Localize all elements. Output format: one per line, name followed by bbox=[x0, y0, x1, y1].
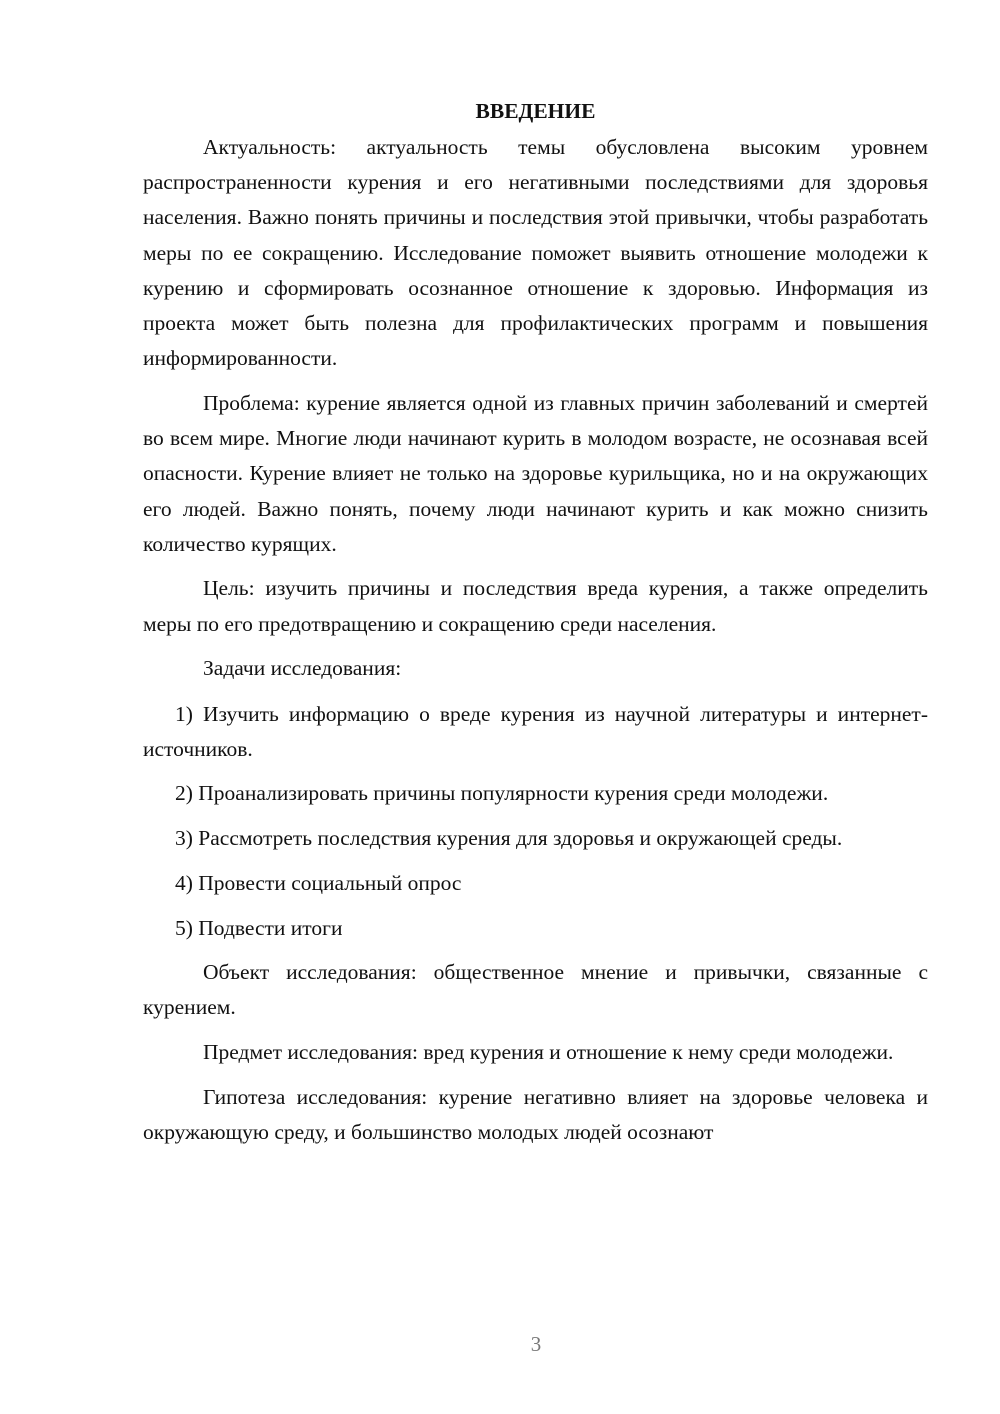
paragraph-relevance: Актуальность: актуальность темы обусловлена высоким уровнем распространенности курения и его негативными последствиями для здоровья населения. Важно понять причины и последствия этой привычки, чтобы разработать меры по ее сокращению. Исследование поможет выявить отношение молодежи к курению и сформировать осознанное отношение к здоровью. Информация из проекта может быть полезна для профилактических программ и повышения информированности. bbox=[143, 135, 928, 371]
task-item-4: 4) Провести социальный опрос bbox=[175, 870, 462, 895]
tasks-label: Задачи исследования: bbox=[203, 656, 402, 681]
task-item-2: 2) Проанализировать причины популярности курения среди молодежи. bbox=[175, 781, 829, 806]
paragraph-problem: Проблема: курение является одной из главных причин заболеваний и смертей во всем мире. Многие люди начинают курить в молодом возрасте, не осознавая всей опасности. Курение влияет не только на здоровье курильщика, но и на окружающих его людей. Важно понять, почему люди начинают курить и как можно снизить количество курящих. bbox=[143, 390, 928, 556]
paragraph-goal: Цель: изучить причины и последствия вреда курения, а также определить меры по его предотвращению и сокращению среди населения. bbox=[143, 576, 928, 636]
page-number: 3 bbox=[530, 1332, 542, 1356]
paragraph-hypothesis: Гипотеза исследования: курение негативно влияет на здоровье человека и окружающую среду, и большинство молодых людей осознают bbox=[143, 1084, 928, 1145]
page-content bbox=[143, 92, 928, 1160]
paragraph-subject: Предмет исследования: вред курения и отношение к нему среди молодежи. bbox=[203, 1040, 894, 1065]
task-item-5: 5) Подвести итоги bbox=[175, 915, 343, 940]
task-item-1: 1) Изучить информацию о вреде курения из научной литературы и интернет-источников. bbox=[143, 701, 928, 761]
section-heading: ВВЕДЕНИЕ bbox=[475, 99, 596, 123]
paragraph-object: Объект исследования: общественное мнение и привычки, связанные с курением. bbox=[143, 960, 928, 1020]
task-item-3: 3) Рассмотреть последствия курения для здоровья и окружающей среды. bbox=[175, 826, 843, 851]
